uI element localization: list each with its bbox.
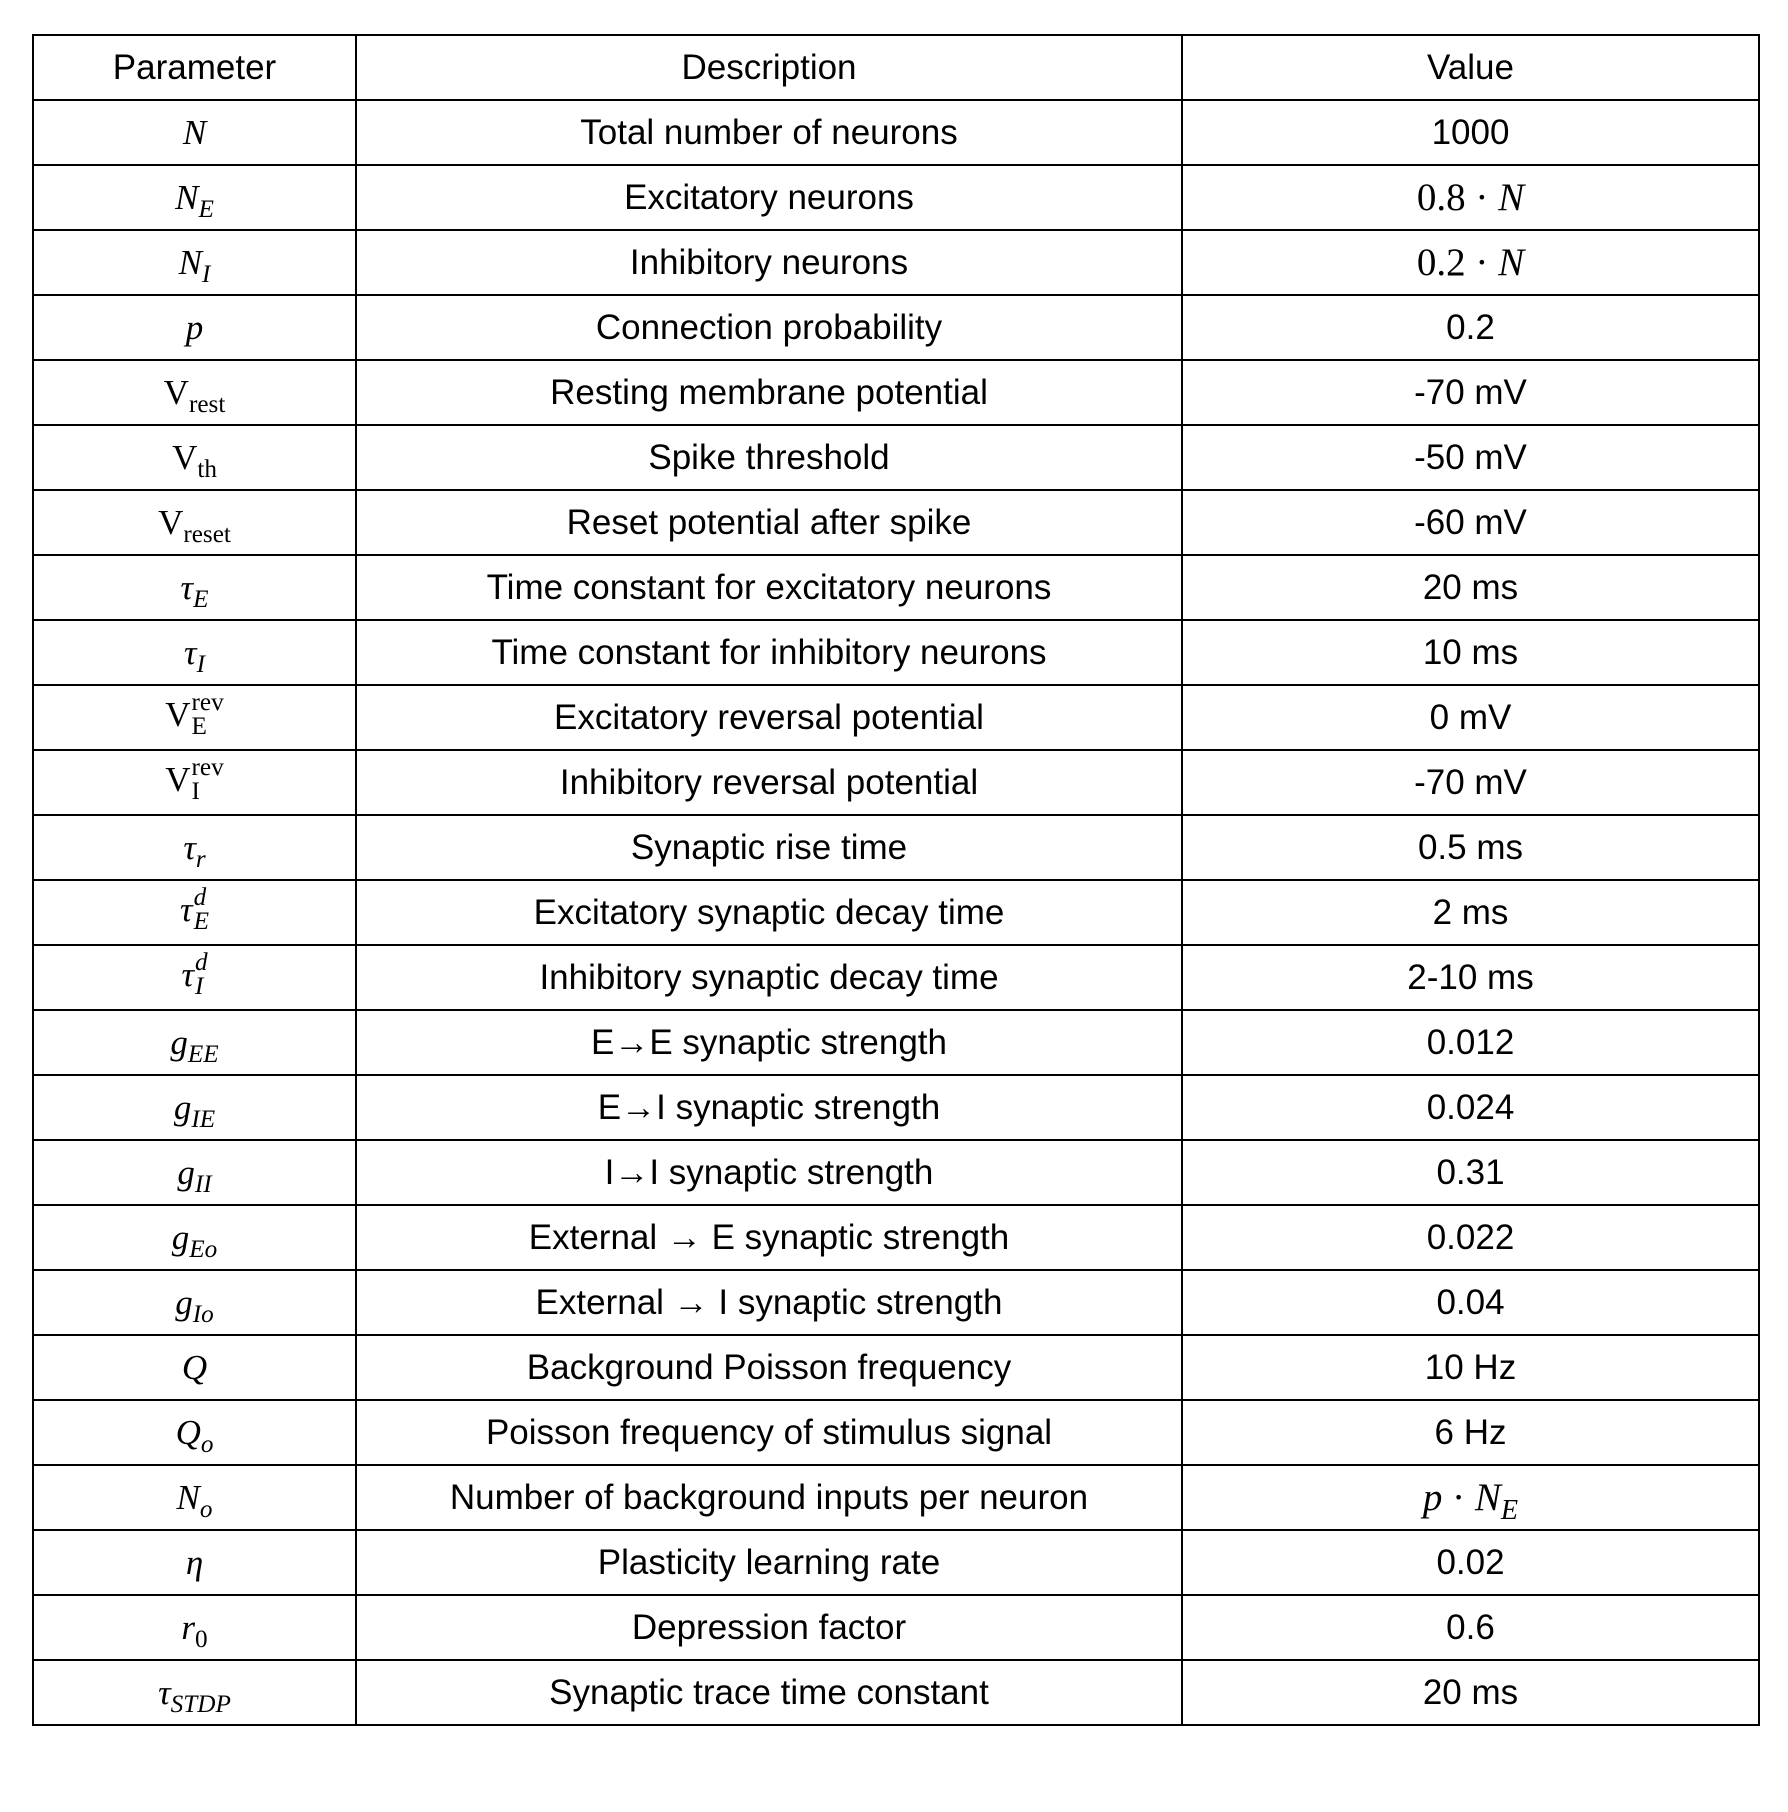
parameter-value: 0.31	[1182, 1140, 1759, 1205]
parameter-description: Poisson frequency of stimulus signal	[356, 1400, 1182, 1465]
parameter-description: Inhibitory neurons	[356, 230, 1182, 295]
parameter-symbol	[33, 295, 356, 360]
symbol-base: g	[175, 1283, 193, 1322]
parameter-description: E→E synaptic strength	[356, 1010, 1182, 1075]
symbol-base: V	[165, 759, 191, 799]
parameter-symbol	[33, 1205, 356, 1270]
parameter-symbol	[33, 100, 356, 165]
parameter-value	[1182, 165, 1759, 230]
symbol-base: V	[158, 503, 184, 542]
parameter-symbol	[33, 880, 356, 945]
parameter-value: 2 ms	[1182, 880, 1759, 945]
parameter-symbol	[33, 1075, 356, 1140]
symbol-base: g	[173, 1088, 192, 1127]
table-row	[33, 425, 1759, 490]
symbol-base: η	[185, 1543, 204, 1582]
table-row	[33, 945, 1759, 1010]
parameter-symbol	[33, 685, 356, 750]
parameter-description: Resting membrane potential	[356, 360, 1182, 425]
table-row	[33, 1400, 1759, 1465]
parameter-value	[1182, 1465, 1759, 1530]
value-math: 0.2 · N	[1416, 241, 1525, 284]
table-row	[33, 360, 1759, 425]
symbol-subscript: 0	[195, 1626, 208, 1654]
parameter-symbol	[33, 1530, 356, 1595]
symbol-base: p	[185, 308, 204, 347]
symbol-base: N	[175, 178, 199, 217]
parameter-value: 0.6	[1182, 1595, 1759, 1660]
value-math: 0.8 · N	[1416, 176, 1525, 219]
parameter-symbol	[33, 1660, 356, 1725]
symbol-base: τ	[183, 828, 196, 867]
parameter-symbol	[33, 1140, 356, 1205]
symbol-base: g	[171, 1218, 190, 1257]
parameter-value: 0.02	[1182, 1530, 1759, 1595]
table-row	[33, 295, 1759, 360]
symbol-superscript: d	[194, 949, 208, 977]
parameter-symbol	[33, 1400, 356, 1465]
parameter-table	[32, 34, 1760, 1726]
symbol-subscript: I	[191, 777, 200, 805]
symbol-base: g	[170, 1023, 188, 1062]
table-row	[33, 1140, 1759, 1205]
symbol-scripts	[194, 886, 209, 934]
table-row	[33, 1335, 1759, 1400]
parameter-value: 0.012	[1182, 1010, 1759, 1075]
parameter-symbol	[33, 1270, 356, 1335]
table-row	[33, 1010, 1759, 1075]
header-description: Description	[356, 35, 1182, 100]
parameter-description: Excitatory neurons	[356, 165, 1182, 230]
table-row	[33, 750, 1759, 815]
parameter-value: 1000	[1182, 100, 1759, 165]
header-value: Value	[1182, 35, 1759, 100]
parameter-description: Synaptic rise time	[356, 815, 1182, 880]
parameter-value: 0.04	[1182, 1270, 1759, 1335]
table-header-row	[33, 35, 1759, 100]
symbol-subscript: reset	[183, 521, 231, 549]
parameter-symbol	[33, 945, 356, 1010]
table-row	[33, 165, 1759, 230]
symbol-base: τ	[158, 1673, 171, 1712]
symbol-superscript: rev	[191, 689, 224, 717]
parameter-symbol	[33, 490, 356, 555]
symbol-subscript: EE	[187, 1041, 219, 1069]
table-row	[33, 1530, 1759, 1595]
symbol-superscript: rev	[191, 754, 224, 782]
parameter-description: Plasticity learning rate	[356, 1530, 1182, 1595]
symbol-subscript: IE	[191, 1106, 216, 1134]
parameter-value: 20 ms	[1182, 555, 1759, 620]
parameter-value: 10 ms	[1182, 620, 1759, 685]
parameter-description: Background Poisson frequency	[356, 1335, 1182, 1400]
table-row	[33, 1595, 1759, 1660]
parameter-description: E→I synaptic strength	[356, 1075, 1182, 1140]
parameter-description: Synaptic trace time constant	[356, 1660, 1182, 1725]
symbol-subscript: o	[199, 1496, 213, 1524]
symbol-superscript: d	[193, 884, 207, 912]
parameter-value: 0.2	[1182, 295, 1759, 360]
parameter-value: 0.022	[1182, 1205, 1759, 1270]
parameter-symbol	[33, 1595, 356, 1660]
symbol-base: V	[163, 373, 189, 412]
parameter-symbol	[33, 750, 356, 815]
parameter-value: 0.024	[1182, 1075, 1759, 1140]
table-row	[33, 620, 1759, 685]
table-row	[33, 685, 1759, 750]
symbol-subscript: th	[197, 456, 217, 484]
parameter-value: -70 mV	[1182, 360, 1759, 425]
symbol-scripts	[192, 756, 224, 804]
parameter-value: -70 mV	[1182, 750, 1759, 815]
symbol-subscript: II	[194, 1171, 212, 1199]
symbol-subscript: E	[193, 586, 209, 614]
table-row	[33, 1465, 1759, 1530]
table-row	[33, 490, 1759, 555]
parameter-description: Inhibitory synaptic decay time	[356, 945, 1182, 1010]
parameter-value: -60 mV	[1182, 490, 1759, 555]
parameter-symbol	[33, 815, 356, 880]
symbol-subscript: I	[194, 972, 204, 1000]
parameter-description: Excitatory synaptic decay time	[356, 880, 1182, 945]
symbol-base: V	[165, 694, 191, 734]
symbol-subscript: r	[195, 846, 206, 874]
table-row	[33, 100, 1759, 165]
parameter-description: External → E synaptic strength	[356, 1205, 1182, 1270]
symbol-base: Q	[175, 1413, 201, 1452]
table-row	[33, 1660, 1759, 1725]
parameter-symbol	[33, 1465, 356, 1530]
symbol-scripts	[192, 691, 224, 739]
symbol-base: N	[182, 113, 207, 152]
parameter-description: Reset potential after spike	[356, 490, 1182, 555]
table-row	[33, 1075, 1759, 1140]
symbol-subscript: o	[200, 1431, 214, 1459]
parameter-description: Spike threshold	[356, 425, 1182, 490]
table-row	[33, 230, 1759, 295]
table-row	[33, 1270, 1759, 1335]
parameter-symbol	[33, 425, 356, 490]
table-body	[33, 100, 1759, 1725]
value-math: $p \cdot N_E$	[1422, 1476, 1519, 1526]
symbol-subscript: I	[201, 261, 211, 289]
parameter-description: External → I synaptic strength	[356, 1270, 1182, 1335]
symbol-subscript: Io	[192, 1301, 214, 1329]
symbol-base: r	[181, 1608, 196, 1647]
parameter-description: Depression factor	[356, 1595, 1182, 1660]
parameter-description: Number of background inputs per neuron	[356, 1465, 1182, 1530]
parameter-description: I→I synaptic strength	[356, 1140, 1182, 1205]
parameter-value: 2-10 ms	[1182, 945, 1759, 1010]
parameter-value: 0 mV	[1182, 685, 1759, 750]
parameter-description: Total number of neurons	[356, 100, 1182, 165]
parameter-symbol	[33, 555, 356, 620]
symbol-subscript: E	[198, 196, 214, 224]
table-row	[33, 1205, 1759, 1270]
table-row	[33, 815, 1759, 880]
symbol-base: τ	[184, 633, 197, 672]
parameter-value: 6 Hz	[1182, 1400, 1759, 1465]
parameter-value: 0.5 ms	[1182, 815, 1759, 880]
parameter-value: 10 Hz	[1182, 1335, 1759, 1400]
symbol-base: V	[172, 438, 198, 477]
parameter-description: Inhibitory reversal potential	[356, 750, 1182, 815]
parameter-symbol	[33, 360, 356, 425]
table-row	[33, 880, 1759, 945]
parameter-symbol	[33, 230, 356, 295]
parameter-symbol	[33, 1335, 356, 1400]
symbol-subscript: Eo	[189, 1236, 218, 1264]
symbol-base: τ	[180, 889, 193, 929]
parameter-symbol	[33, 165, 356, 230]
symbol-subscript: I	[196, 651, 205, 679]
parameter-symbol	[33, 1010, 356, 1075]
symbol-base: τ	[181, 954, 194, 994]
symbol-base: N	[176, 1478, 200, 1517]
parameter-description: Connection probability	[356, 295, 1182, 360]
header-parameter: Parameter	[33, 35, 356, 100]
parameter-description: Excitatory reversal potential	[356, 685, 1182, 750]
table-row	[33, 555, 1759, 620]
symbol-scripts	[195, 951, 208, 999]
symbol-subscript: STDP	[170, 1691, 231, 1719]
symbol-subscript: E	[191, 712, 207, 740]
symbol-subscript: rest	[188, 391, 226, 419]
parameter-value	[1182, 230, 1759, 295]
parameter-value: 20 ms	[1182, 1660, 1759, 1725]
parameter-symbol	[33, 620, 356, 685]
symbol-base: Q	[181, 1348, 208, 1387]
parameter-description: Time constant for inhibitory neurons	[356, 620, 1182, 685]
parameter-value: -50 mV	[1182, 425, 1759, 490]
symbol-base: τ	[180, 568, 194, 607]
parameter-description: Time constant for excitatory neurons	[356, 555, 1182, 620]
symbol-subscript: E	[193, 907, 209, 935]
symbol-base: N	[178, 243, 202, 282]
symbol-base: g	[177, 1153, 195, 1192]
